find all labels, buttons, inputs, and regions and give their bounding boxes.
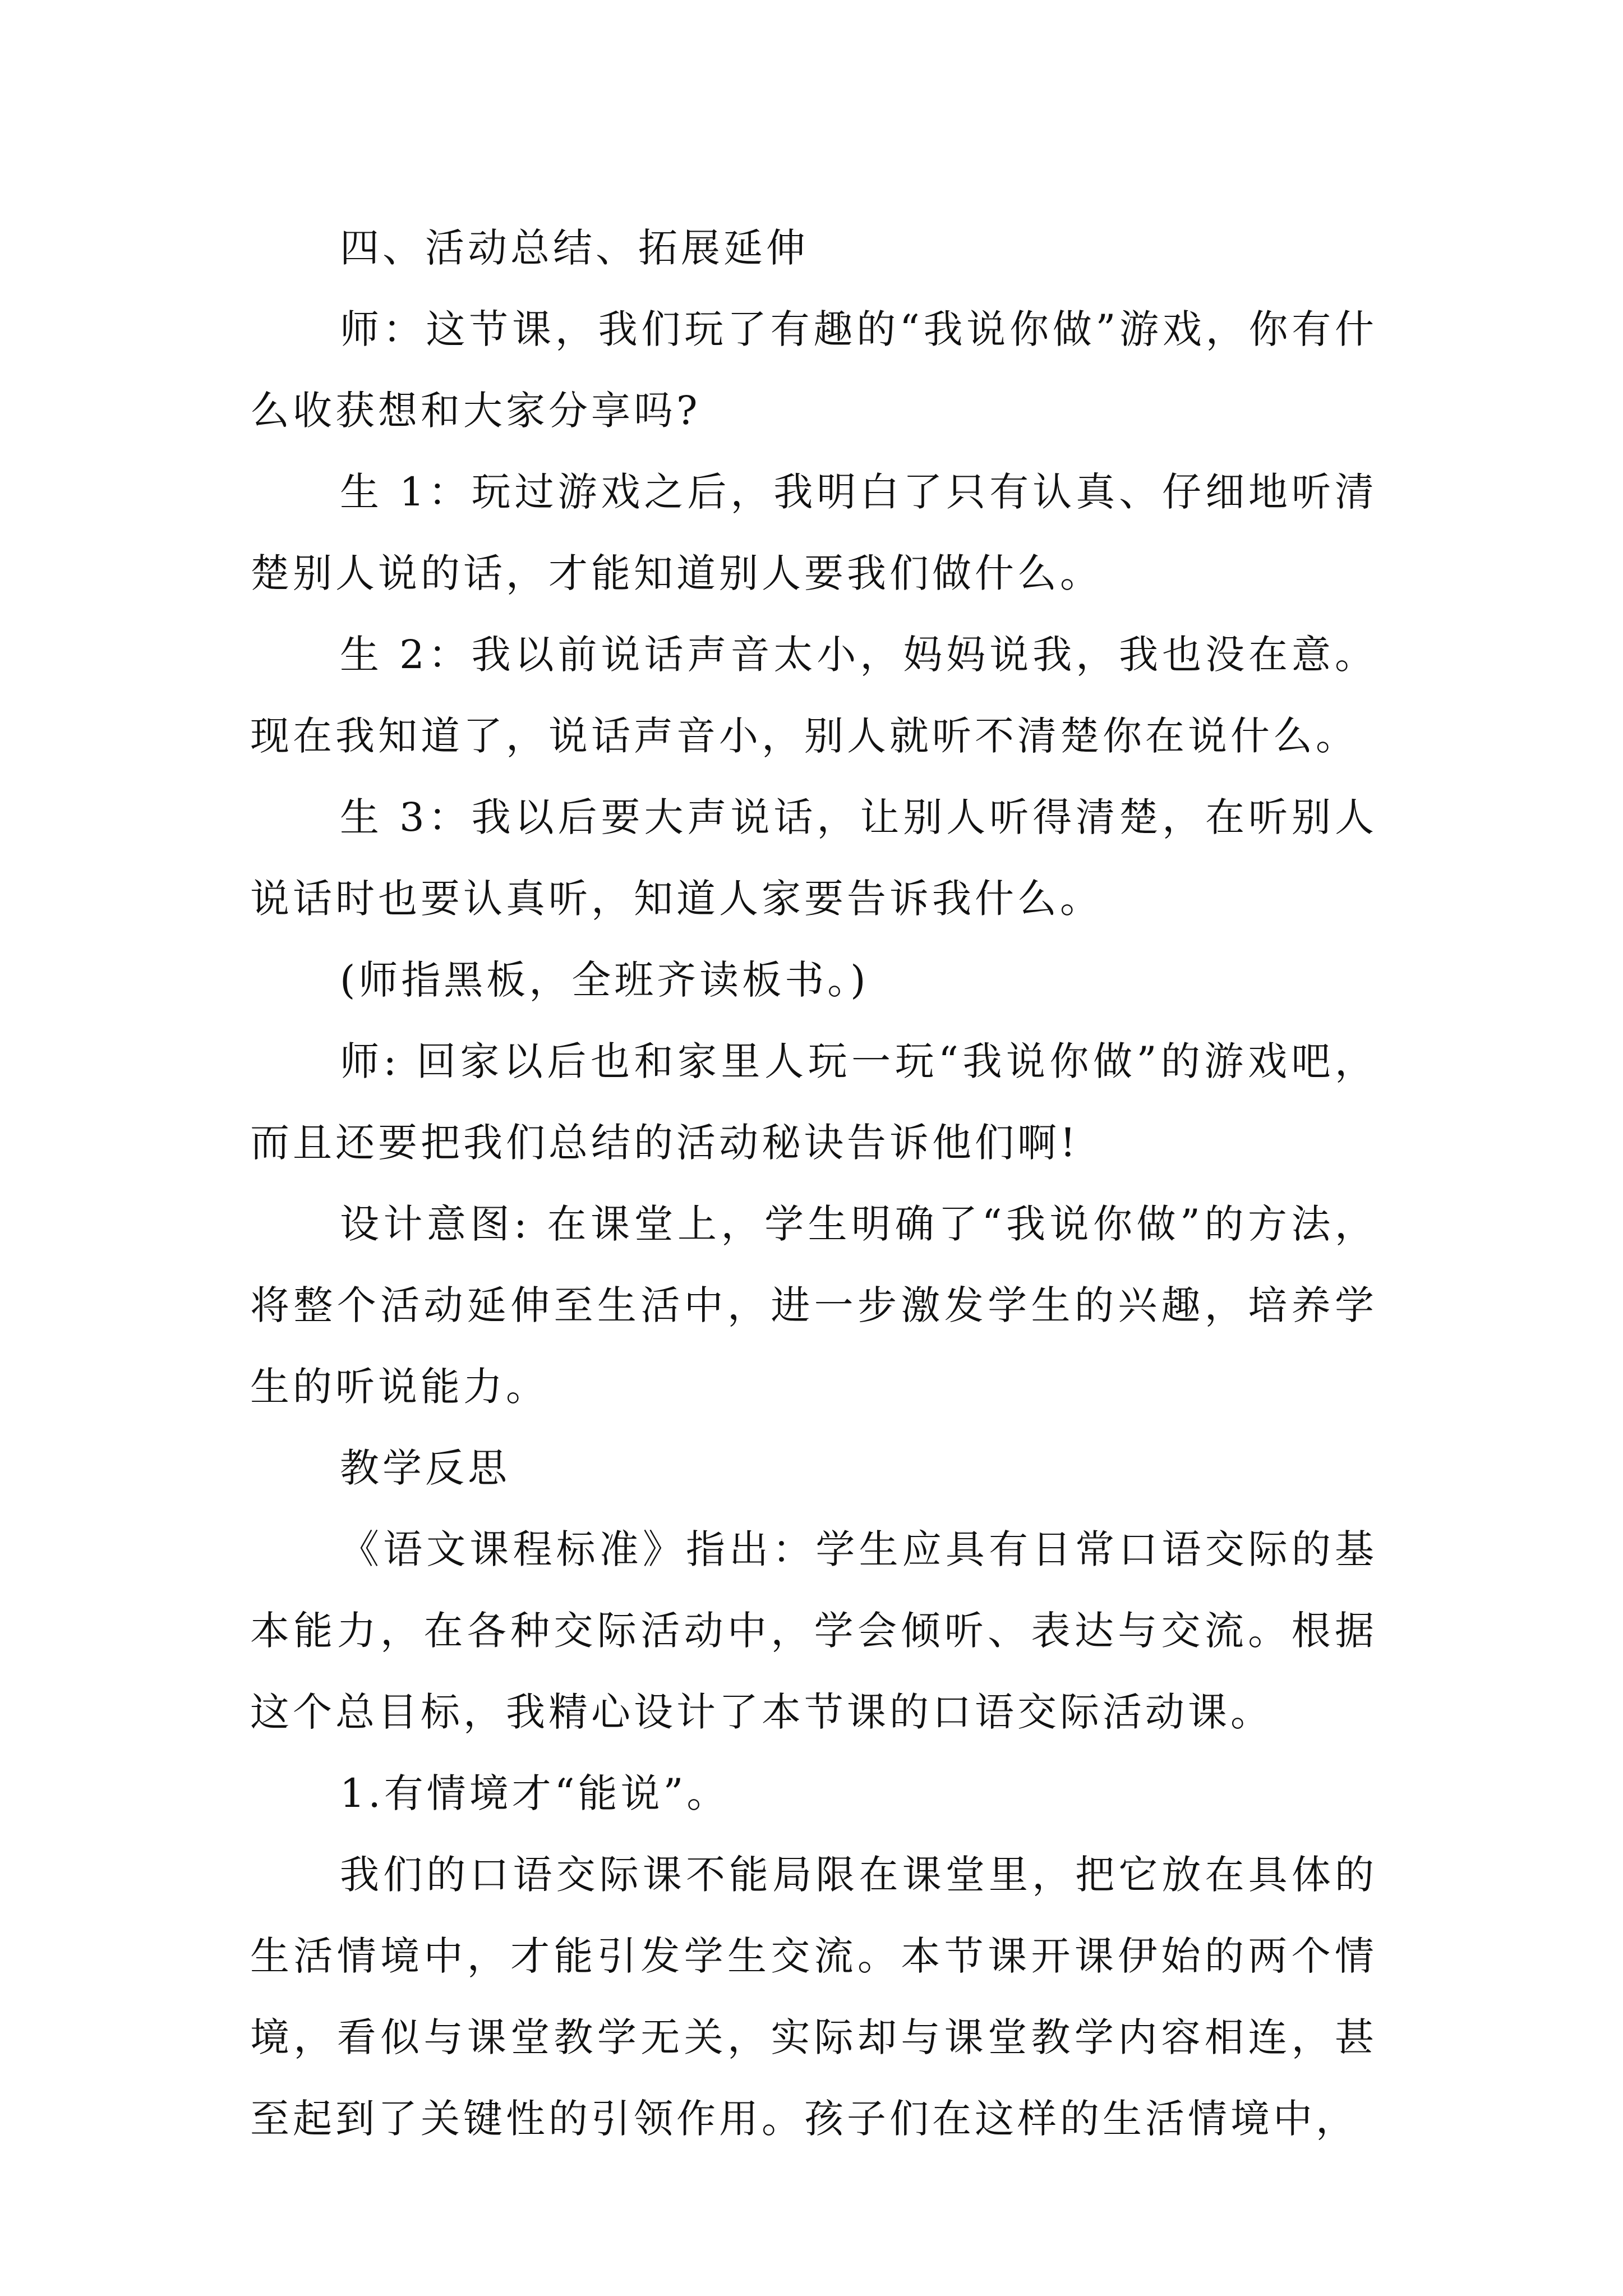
teacher-closing-paragraph: 师: 回家以后也和家里人玩一玩“我说你做”的游戏吧，而且还要把我们总结的活动秘诀告诉他们啊! <box>250 1038 1377 1166</box>
teacher-paragraph: 师：这节课，我们玩了有趣的“我说你做”游戏，你有什么收获想和大家分享吗? <box>250 306 1377 434</box>
point-1-heading: 1.有情境才“能说”。 <box>340 1770 730 1816</box>
student-3-paragraph: 生 3：我以后要大声说话，让别人听得清楚，在听别人说话时也要认真听，知道人家要告诉我什么。 <box>250 794 1377 922</box>
standard-paragraph: 《语文课程标准》指出：学生应具有日常口语交际的基本能力，在各种交际活动中，学会倾听、表达与交流。根据这个总目标，我精心设计了本节课的口语交际活动课。 <box>250 1526 1377 1735</box>
context-paragraph: 我们的口语交际课不能局限在课堂里，把它放在具体的生活情境中，才能引发学生交流。本节课开课伊始的两个情境，看似与课堂教学无关，实际却与课堂教学内容相连，甚至起到了关键性的引领作用。孩子们在这样的生活情境中， <box>250 1852 1377 2142</box>
section-heading: 四、活动总结、拓展延伸 <box>340 225 809 271</box>
document-page <box>250 208 1377 2160</box>
reflection-heading: 教学反思 <box>340 1445 510 1491</box>
design-intent-paragraph: 设计意图: 在课堂上，学生明确了“我说你做”的方法，将整个活动延伸至生活中，进一步激发学生的兴趣，培养学生的听说能力。 <box>250 1201 1377 1410</box>
stage-direction-paragraph: (师指黑板，全班齐读板书。) <box>340 957 869 1003</box>
student-2-paragraph: 生 2：我以前说话声音太小，妈妈说我，我也没在意。现在我知道了，说话声音小，别人就听不清楚你在说什么。 <box>250 632 1377 759</box>
student-1-paragraph: 生 1：玩过游戏之后，我明白了只有认真、仔细地听清楚别人说的话，才能知道别人要我们做什么。 <box>250 469 1377 596</box>
